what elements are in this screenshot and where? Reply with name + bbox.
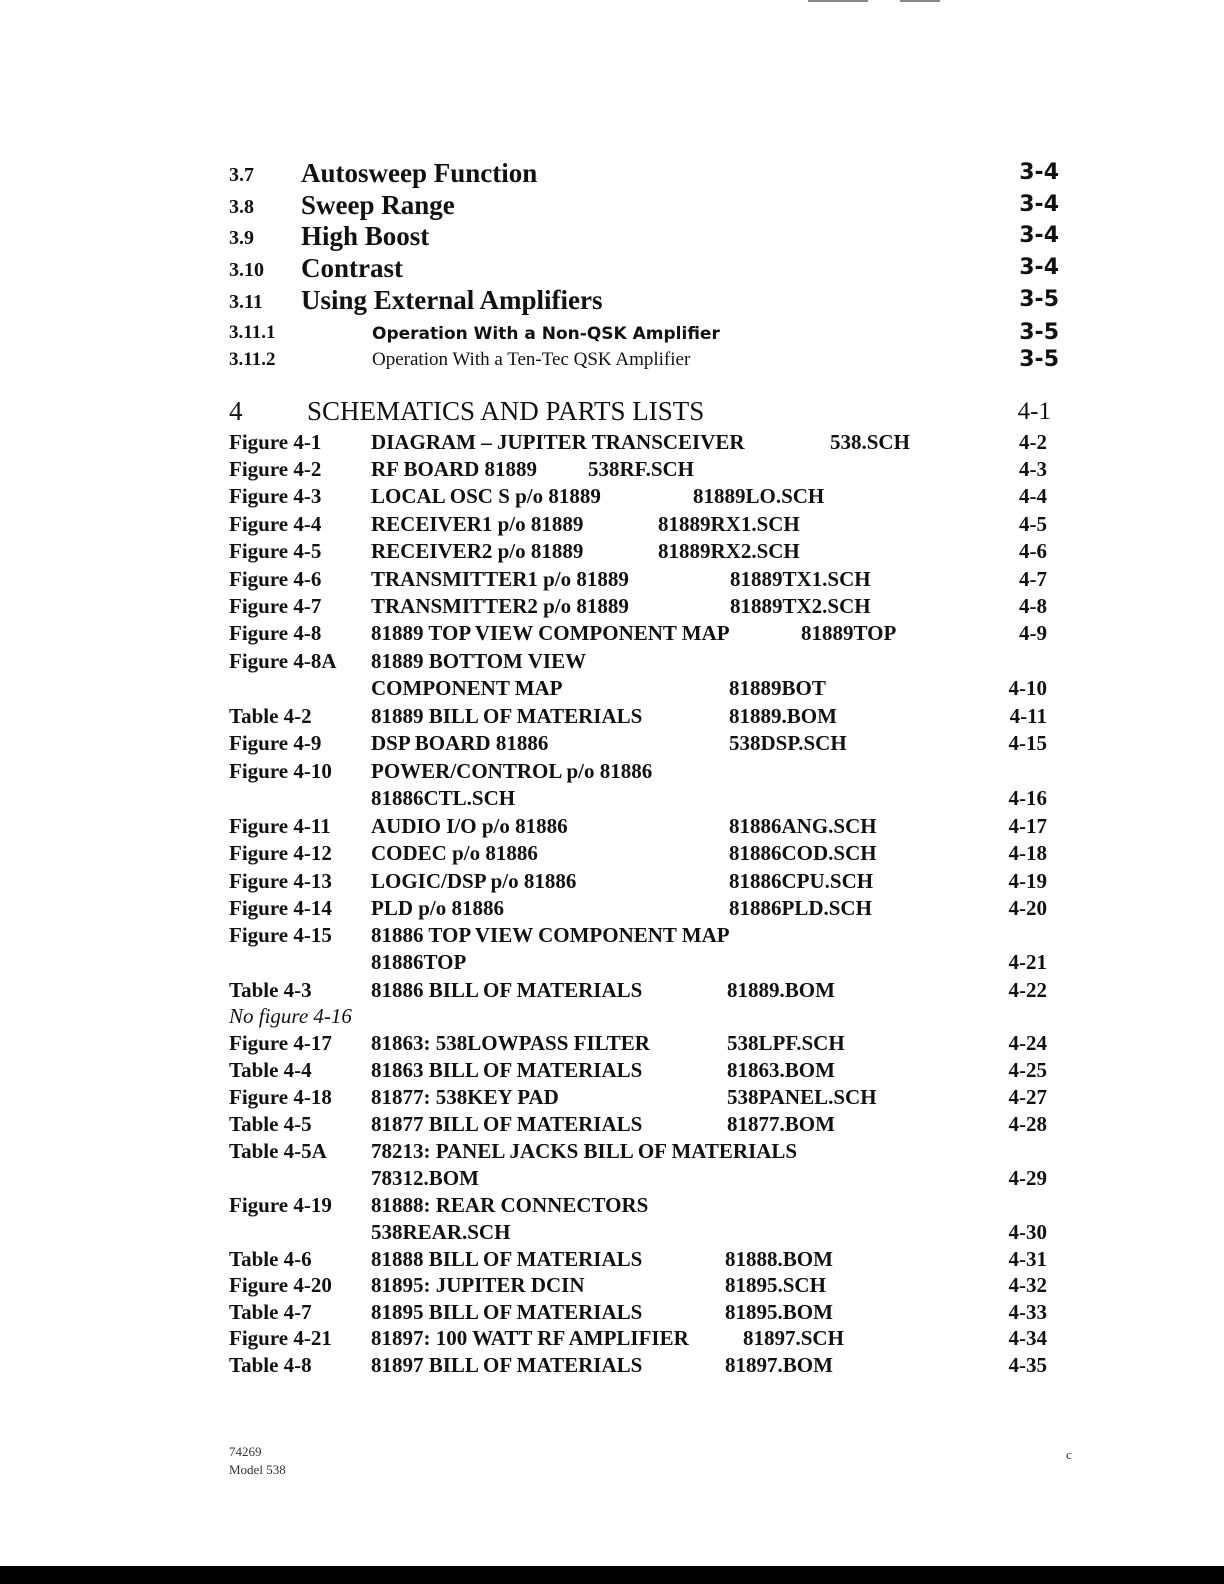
entry-description: 81897: 100 WATT RF AMPLIFIER: [371, 1326, 689, 1350]
entry-page: 4-17: [1008, 814, 1047, 838]
entry-page: 4-31: [1008, 1247, 1047, 1271]
entry-file: 81889TX2.SCH: [730, 594, 871, 618]
entry-file: 81886CPU.SCH: [729, 869, 874, 893]
toc-entry: [229, 814, 1069, 841]
entry-label: Figure 4-4: [229, 512, 322, 536]
toc-entry: [229, 484, 1069, 511]
entry-label: Figure 4-3: [229, 484, 322, 508]
entry-description: DIAGRAM – JUPITER TRANSCEIVER: [371, 430, 745, 454]
entry-file: 81889TOP: [801, 621, 897, 645]
entry-label: Figure 4-10: [229, 759, 332, 783]
toc-entry-continuation: [229, 786, 1069, 813]
toc-page: 3-4: [1019, 255, 1059, 280]
entry-description: PLD p/o 81886: [371, 896, 505, 920]
scan-artifact: [900, 0, 940, 2]
entry-file: 81897.SCH: [743, 1326, 844, 1350]
entry-file: 81886ANG.SCH: [729, 814, 877, 838]
entry-description: 81895 BILL OF MATERIALS: [371, 1300, 643, 1324]
toc-entry: [229, 1247, 1069, 1274]
entry-page: 4-20: [1008, 896, 1047, 920]
entry-label: Figure 4-6: [229, 567, 322, 591]
entry-page: 4-21: [1008, 950, 1047, 974]
entry-file: 81863.BOM: [727, 1058, 835, 1082]
toc-entry-3-8: [229, 190, 1069, 220]
entry-page: 4-15: [1008, 731, 1047, 755]
entry-label: Figure 4-19: [229, 1193, 332, 1217]
toc-entry: [229, 1031, 1069, 1058]
section-title: SCHEMATICS AND PARTS LISTS: [307, 396, 705, 426]
entry-page: 4-28: [1008, 1112, 1047, 1136]
entry-label: Figure 4-8A: [229, 649, 337, 673]
toc-entry-3-11-1: [229, 320, 1069, 348]
scan-artifact: [808, 0, 868, 2]
toc-entry: [229, 1353, 1069, 1380]
toc-page: 3-5: [1019, 287, 1059, 312]
entry-description: 78213: PANEL JACKS BILL OF MATERIALS: [371, 1139, 798, 1163]
toc-entry: [229, 978, 1069, 1005]
toc-entry: [229, 1139, 1069, 1166]
toc-entry: [229, 539, 1069, 566]
entry-file: 81889LO.SCH: [693, 484, 825, 508]
entry-label: Figure 4-21: [229, 1326, 332, 1350]
entry-page: 4-5: [1019, 512, 1047, 536]
toc-number: 3.11.1: [229, 322, 276, 343]
toc-entry: [229, 1085, 1069, 1112]
entry-file: 81889TX1.SCH: [730, 567, 871, 591]
footer-model: Model 538: [229, 1462, 286, 1477]
entry-description: CODEC p/o 81886: [371, 841, 538, 865]
entry-file: 81877.BOM: [727, 1112, 835, 1136]
entry-description: 81886 BILL OF MATERIALS: [371, 978, 643, 1002]
toc-title: Sweep Range: [301, 190, 455, 220]
toc-entry: [229, 869, 1069, 896]
entry-description: TRANSMITTER2 p/o 81889: [371, 594, 629, 618]
entry-label: Figure 4-11: [229, 814, 331, 838]
entry-description: 81888 BILL OF MATERIALS: [371, 1247, 643, 1271]
toc-entry-continuation: [229, 1220, 1069, 1247]
entry-file: 81886COD.SCH: [729, 841, 877, 865]
entry-description-cont: 81886TOP: [371, 950, 467, 974]
entry-description: 81889 TOP VIEW COMPONENT MAP: [371, 621, 730, 645]
entry-label: Figure 4-20: [229, 1273, 332, 1297]
toc-title: Autosweep Function: [301, 158, 538, 188]
entry-description: AUDIO I/O p/o 81886: [371, 814, 568, 838]
entry-page: 4-24: [1008, 1031, 1047, 1055]
entry-label: Table 4-3: [229, 978, 312, 1002]
entry-file: 538PANEL.SCH: [727, 1085, 877, 1109]
entry-label: Table 4-6: [229, 1247, 312, 1271]
entry-file: 81895.SCH: [725, 1273, 826, 1297]
section-page: 4-1: [1017, 398, 1051, 425]
toc-title: Operation With a Non-QSK Amplifier: [372, 324, 720, 344]
entry-page: 4-32: [1008, 1273, 1047, 1297]
entry-description: 81863 BILL OF MATERIALS: [371, 1058, 643, 1082]
entry-page: 4-9: [1019, 621, 1047, 645]
toc-entry-continuation: [229, 950, 1069, 977]
toc-entry: [229, 621, 1069, 648]
entry-label: Figure 4-2: [229, 457, 322, 481]
entry-label: Figure 4-12: [229, 841, 332, 865]
entry-description: 81863: 538LOWPASS FILTER: [371, 1031, 650, 1055]
toc-number: 3.7: [229, 164, 254, 186]
entry-description: RECEIVER2 p/o 81889: [371, 539, 584, 563]
entry-page: 4-34: [1008, 1326, 1047, 1350]
entry-page: 4-6: [1019, 539, 1047, 563]
entry-label: Figure 4-1: [229, 430, 322, 454]
entry-label: Figure 4-18: [229, 1085, 332, 1109]
entry-file: 538.SCH: [830, 430, 910, 454]
toc-entry: [229, 1112, 1069, 1139]
entry-description: LOCAL OSC S p/o 81889: [371, 484, 601, 508]
entry-page: 4-7: [1019, 567, 1047, 591]
entry-label: Table 4-5A: [229, 1139, 327, 1163]
entry-description: 81877 BILL OF MATERIALS: [371, 1112, 643, 1136]
entry-file: 81889RX1.SCH: [658, 512, 800, 536]
toc-section-4-heading: [229, 396, 1069, 428]
toc-number: 3.11: [229, 291, 263, 313]
entry-label: Table 4-4: [229, 1058, 312, 1082]
entry-label: Figure 4-13: [229, 869, 332, 893]
entry-page: 4-2: [1019, 430, 1047, 454]
entry-file: 81889.BOM: [727, 978, 835, 1002]
toc-number: 3.10: [229, 259, 264, 281]
toc-entry: [229, 1300, 1069, 1327]
toc-entry-3-10: [229, 253, 1069, 283]
entry-page: 4-19: [1008, 869, 1047, 893]
toc-entry: [229, 1058, 1069, 1085]
entry-label: Table 4-7: [229, 1300, 312, 1324]
toc-entry-3-7: [229, 158, 1069, 188]
toc-entry-3-9: [229, 221, 1069, 251]
toc-page: 3-5: [1019, 320, 1059, 345]
entry-description: 81886 TOP VIEW COMPONENT MAP: [371, 923, 730, 947]
toc-entry-continuation: [229, 676, 1069, 703]
entry-description: 81877: 538KEY PAD: [371, 1085, 559, 1109]
entry-label: Figure 4-17: [229, 1031, 332, 1055]
toc-number: 3.8: [229, 196, 254, 218]
toc-entry-3-11-2: [229, 347, 1069, 375]
entry-page: 4-10: [1008, 676, 1047, 700]
entry-label: Figure 4-5: [229, 539, 322, 563]
entry-description: 81888: REAR CONNECTORS: [371, 1193, 649, 1217]
entry-page: 4-8: [1019, 594, 1047, 618]
toc-page: 3-4: [1019, 192, 1059, 217]
entry-label: Figure 4-7: [229, 594, 322, 618]
entry-description-cont: COMPONENT MAP: [371, 676, 563, 700]
toc-entry: [229, 594, 1069, 621]
entry-label: Figure 4-14: [229, 896, 332, 920]
entry-file: 81895.BOM: [725, 1300, 833, 1324]
entry-page: 4-30: [1008, 1220, 1047, 1244]
section-number: 4: [229, 396, 243, 426]
toc-entry: [229, 1193, 1069, 1220]
entry-label: Figure 4-8: [229, 621, 322, 645]
entry-description: TRANSMITTER1 p/o 81889: [371, 567, 629, 591]
toc-entry: [229, 1326, 1069, 1353]
toc-title: Contrast: [301, 253, 403, 283]
toc-entry: [229, 841, 1069, 868]
toc-entry: [229, 512, 1069, 539]
entry-page: 4-16: [1008, 786, 1047, 810]
entry-description: RECEIVER1 p/o 81889: [371, 512, 584, 536]
entry-label: Table 4-5: [229, 1112, 312, 1136]
entry-page: 4-27: [1008, 1085, 1047, 1109]
toc-number: 3.9: [229, 227, 254, 249]
entry-file: 81889RX2.SCH: [658, 539, 800, 563]
toc-entry: [229, 1273, 1069, 1300]
entry-file: 81886PLD.SCH: [729, 896, 872, 920]
entry-description: LOGIC/DSP p/o 81886: [371, 869, 577, 893]
toc-entry: [229, 430, 1069, 457]
entry-description: POWER/CONTROL p/o 81886: [371, 759, 653, 783]
entry-description: RF BOARD 81889: [371, 457, 538, 481]
footer-doc-number: 74269: [229, 1444, 262, 1459]
entry-description-cont: 78312.BOM: [371, 1166, 479, 1190]
entry-label: Figure 4-15: [229, 923, 332, 947]
entry-page: 4-29: [1008, 1166, 1047, 1190]
toc-entry: [229, 759, 1069, 786]
toc-title: Operation With a Ten-Tec QSK Amplifier: [372, 349, 691, 370]
toc-title: High Boost: [301, 221, 430, 251]
toc-page: 3-5: [1019, 347, 1059, 372]
entry-file: 81897.BOM: [725, 1353, 833, 1377]
toc-entry: [229, 457, 1069, 484]
entry-description: DSP BOARD 81886: [371, 731, 549, 755]
toc-entry: [229, 923, 1069, 950]
toc-entry: [229, 896, 1069, 923]
entry-page: 4-3: [1019, 457, 1047, 481]
entry-file: 538DSP.SCH: [729, 731, 847, 755]
entry-file: 81889BOT: [729, 676, 826, 700]
toc-entry: [229, 649, 1069, 676]
toc-entry: [229, 704, 1069, 731]
entry-page: 4-11: [1009, 704, 1047, 728]
toc-entry-note: [229, 1004, 1069, 1031]
entry-file: 81889.BOM: [729, 704, 837, 728]
toc-entry-continuation: [229, 1166, 1069, 1193]
entry-description: 81889 BOTTOM VIEW: [371, 649, 587, 673]
entry-label: Figure 4-9: [229, 731, 322, 755]
entry-description: 81895: JUPITER DCIN: [371, 1273, 585, 1297]
entry-page: 4-4: [1019, 484, 1047, 508]
toc-entry: [229, 567, 1069, 594]
entry-page: 4-22: [1008, 978, 1047, 1002]
toc-number: 3.11.2: [229, 349, 276, 370]
entry-label: Table 4-8: [229, 1353, 312, 1377]
toc-entry: [229, 731, 1069, 758]
entry-description: 81897 BILL OF MATERIALS: [371, 1353, 643, 1377]
entry-description-cont: 81886CTL.SCH: [371, 786, 516, 810]
entry-page: 4-33: [1008, 1300, 1047, 1324]
entry-description: 81889 BILL OF MATERIALS: [371, 704, 643, 728]
entry-file: 81888.BOM: [725, 1247, 833, 1271]
scan-border: [0, 1566, 1224, 1584]
entry-note: No figure 4-16: [229, 1004, 352, 1028]
toc-page: 3-4: [1019, 160, 1059, 185]
entry-label: Table 4-2: [229, 704, 312, 728]
footer-page-letter: c: [1066, 1447, 1072, 1462]
entry-file: 538LPF.SCH: [727, 1031, 845, 1055]
entry-page: 4-25: [1008, 1058, 1047, 1082]
entry-page: 4-35: [1008, 1353, 1047, 1377]
toc-entry-3-11: [229, 285, 1069, 315]
toc-page: 3-4: [1019, 223, 1059, 248]
entry-page: 4-18: [1008, 841, 1047, 865]
entry-file: 538RF.SCH: [588, 457, 694, 481]
entry-description-cont: 538REAR.SCH: [371, 1220, 511, 1244]
toc-title: Using External Amplifiers: [301, 285, 603, 315]
